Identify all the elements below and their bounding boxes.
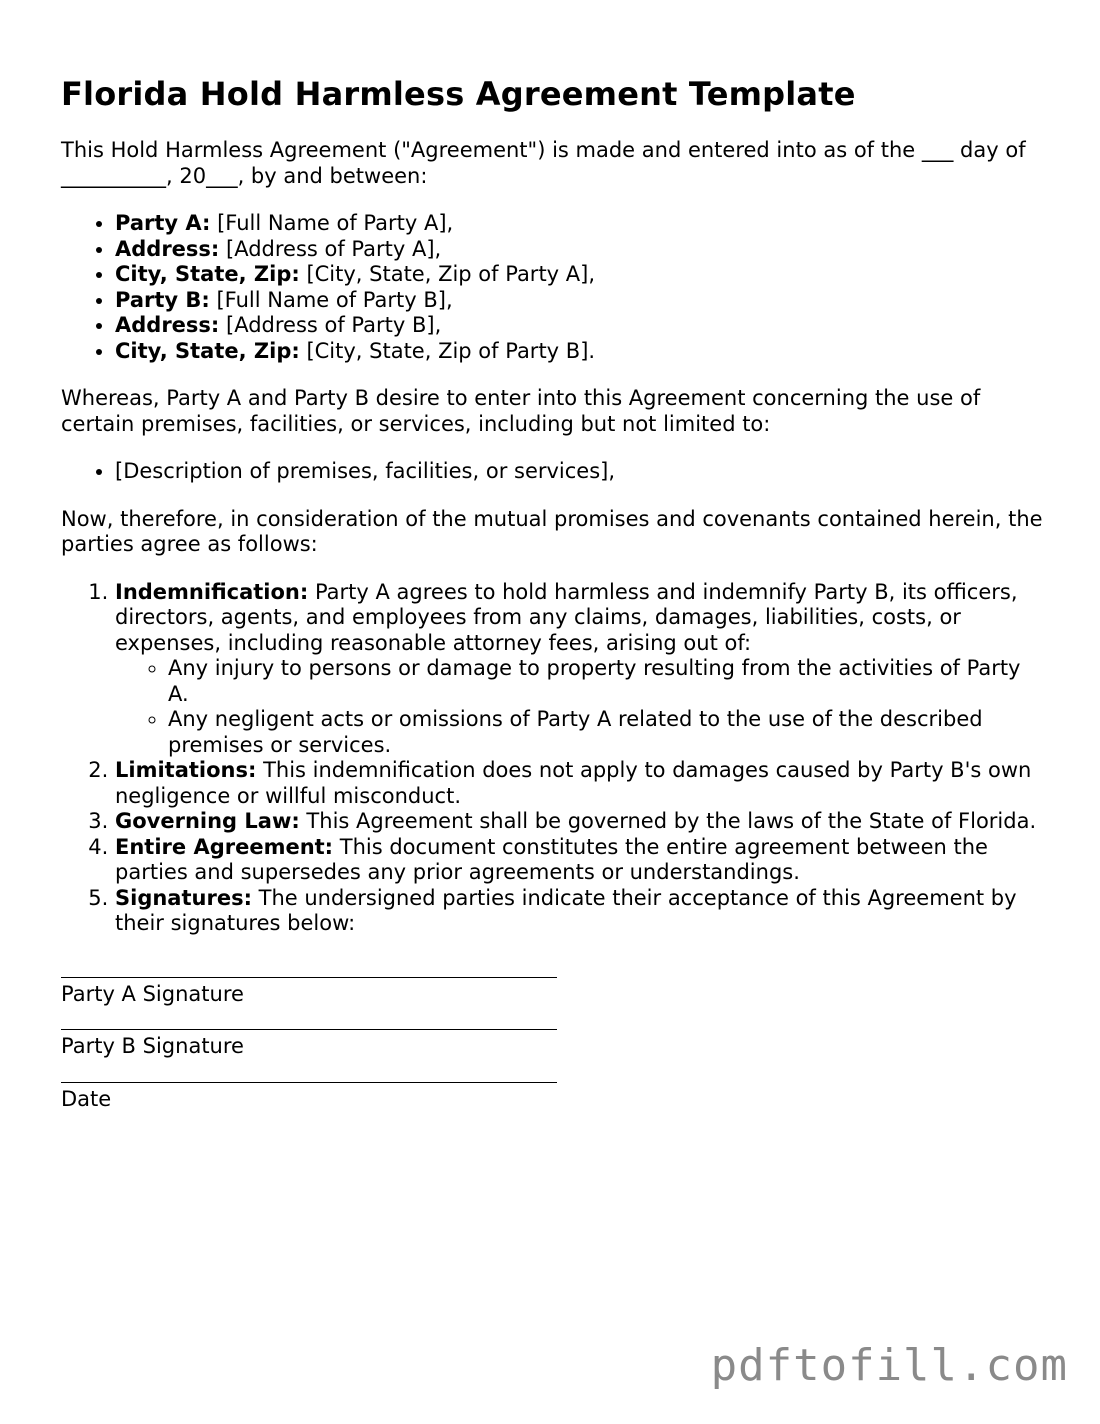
party-a-signature-line[interactable] [61,977,557,978]
list-item [115,262,1046,288]
intro-paragraph: This Hold Harmless Agreement ("Agreement") is made and entered into as of the ___ day of __________, 20___, by and between: [61,138,1026,188]
field-label: City, State, Zip: [115,338,300,363]
list-item [115,339,1046,365]
list-item [115,313,1046,339]
field-value: [City, State, Zip of Party B]. [299,338,596,363]
field-label: City, State, Zip: [115,262,300,286]
now-therefore-paragraph: Now, therefore, in consideration of the mutual promises and covenants contained herein, the parties agree as follows: [61,506,1043,556]
field-label: Address: [115,313,220,337]
party-b-signature-label: Party B Signature [61,1034,244,1058]
term-text: This document constitutes the entire agreement between the parties and supersedes any prior agreements or understandings. [115,834,988,884]
indemnification-sublist [115,656,1046,758]
term-label: Signatures: [115,885,252,910]
term-text: This Agreement shall be governed by the laws of the State of Florida. [299,809,1037,833]
field-label: Party A: [115,211,211,235]
list-item: • [Description of premises, facilities, or services], [115,459,1046,485]
term-text: The undersigned parties indicate their acceptance of this Agreement by their signatures below: [115,885,1017,935]
list-item [115,211,1046,237]
parties-list [61,211,1046,364]
term-signatures [115,886,1046,937]
term-label: Governing Law: [115,809,300,833]
term-entire-agreement [115,835,1046,886]
field-value: [City, State, Zip of Party A], [299,262,596,286]
party-b-signature-line[interactable] [61,1029,557,1030]
field-label: Address: [115,236,220,261]
term-label: Limitations: [115,758,257,782]
document-title: Florida Hold Harmless Agreement Template [61,75,856,113]
party-b-signature-block [61,1029,1046,1060]
date-block [61,1082,1046,1113]
terms-list [61,580,1046,937]
term-limitations [115,758,1046,809]
field-label: Party B: [115,287,210,312]
document-page [61,74,1046,1134]
list-item: ◦ Any injury to persons or damage to property resulting from the activities of Party A. [168,656,1046,707]
term-text: This indemnification does not apply to damages caused by Party B's own negligence or willful misconduct. [115,758,1032,808]
date-line[interactable] [61,1082,557,1083]
field-value: [Full Name of Party B], [209,287,453,312]
term-indemnification [115,580,1046,759]
field-value: [Address of Party B], [219,313,442,337]
term-governing-law [115,809,1046,835]
party-a-signature-block [61,977,1046,1008]
term-label: Indemnification: [115,579,309,604]
term-label: Entire Agreement: [115,834,334,859]
watermark: pdftofill.com [710,1340,1068,1391]
date-label: Date [61,1086,112,1111]
field-value: [Full Name of Party A], [210,211,454,235]
term-text: Party A agrees to hold harmless and indemnify Party B, its officers, directors, agents, and employees from any claims, damages, liabilities, costs, or expenses, including reasonable attorney fees, arising out of: [115,579,1018,655]
list-item [115,288,1046,314]
field-value: [Address of Party A], [219,236,442,261]
whereas-paragraph: Whereas, Party A and Party B desire to enter into this Agreement concerning the use of certain premises, facilities, or services, including but not limited to: [61,386,981,436]
premises-list [61,459,1046,485]
list-item: ◦ Any negligent acts or omissions of Party A related to the use of the described premises or services. [168,707,1046,758]
list-item [115,237,1046,263]
party-a-signature-label: Party A Signature [61,981,244,1006]
